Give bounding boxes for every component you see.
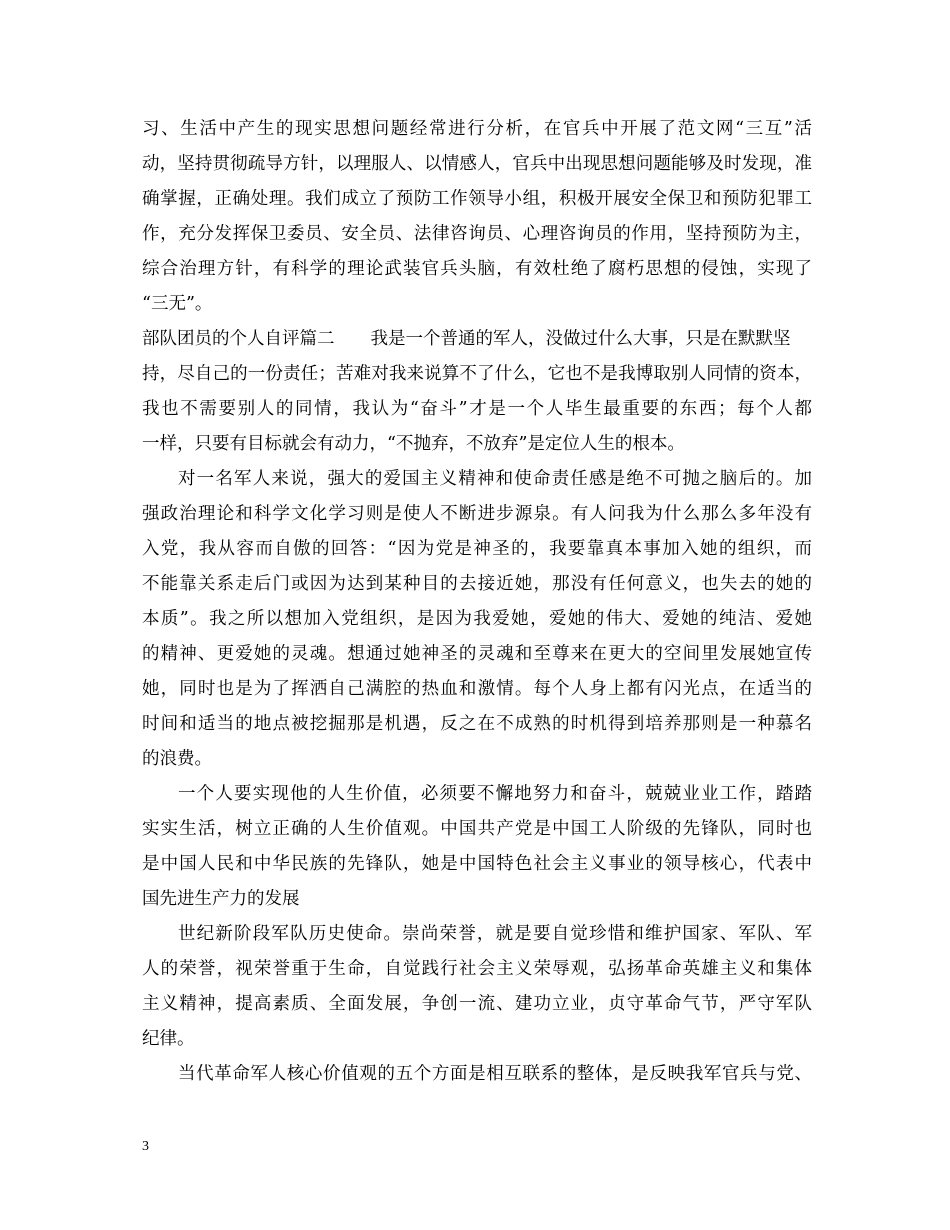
section-first-sentence: 我是一个普通的军人，没做过什么大事，只是在默默坚 bbox=[370, 329, 791, 349]
paragraph-line: 入党，我从容而自傲的回答：“因为党是神圣的，我要靠真本事加入她的组织，而 bbox=[142, 539, 812, 559]
paragraph-line: 时间和适当的地点被挖掘那是机遇，反之在不成熟的时机得到培养那则是一种慕名 bbox=[142, 714, 812, 734]
paragraph-line: 她，同时也是为了挥洒自己满腔的热血和激情。每个人身上都有闪光点，在适当的 bbox=[142, 679, 812, 699]
paragraph-line: 不能靠关系走后门或因为达到某种目的去接近她，那没有任何意义，也失去的她的 bbox=[142, 574, 812, 594]
paragraph-line: 一个人要实现他的人生价值，必须要不懈地努力和奋斗，兢兢业业工作，踏踏 bbox=[178, 784, 812, 804]
paragraph-line: 我也不需要别人的同情，我认为“奋斗”才是一个人毕生最重要的东西；每个人都 bbox=[142, 399, 812, 419]
paragraph-line: 综合治理方针，有科学的理论武装官兵头脑，有效杜绝了腐朽思想的侵蚀，实现了 bbox=[142, 259, 812, 279]
paragraph-line: 本质”。我之所以想加入党组织，是因为我爱她，爱她的伟大、爱她的纯洁、爱她 bbox=[142, 609, 812, 629]
paragraph-line: 习、生活中产生的现实思想问题经常进行分析，在官兵中开展了范文网“三互”活 bbox=[142, 119, 812, 139]
paragraph-line: 作，充分发挥保卫委员、安全员、法律咨询员、心理咨询员的作用，坚持预防为主， bbox=[142, 224, 812, 244]
paragraph-line: 世纪新阶段军队历史使命。崇尚荣誉，就是要自觉珍惜和维护国家、军队、军 bbox=[178, 924, 812, 944]
paragraph-line: 强政治理论和科学文化学习则是使人不断进步源泉。有人问我为什么那么多年没有 bbox=[142, 504, 812, 524]
paragraph-line: 主义精神，提高素质、全面发展，争创一流、建功立业，贞守革命气节，严守军队 bbox=[142, 994, 812, 1014]
paragraph-line: 一样，只要有目标就会有动力，“不抛弃，不放弃”是定位人生的根本。 bbox=[142, 434, 685, 454]
paragraph-line: 纪律。 bbox=[142, 1029, 195, 1049]
paragraph-line: 国先进生产力的发展 bbox=[142, 889, 300, 909]
paragraph-line: 人的荣誉，视荣誉重于生命，自觉践行社会主义荣辱观，弘扬革命英雄主义和集体 bbox=[142, 959, 812, 979]
paragraph-line: 实实生活，树立正确的人生价值观。中国共产党是中国工人阶级的先锋队，同时也 bbox=[142, 819, 812, 839]
page-number: 3 bbox=[142, 1139, 149, 1154]
section-title: 部队团员的个人自评篇二 bbox=[142, 329, 335, 349]
paragraph-line: 对一名军人来说，强大的爱国主义精神和使命责任感是绝不可抛之脑后的。加 bbox=[178, 469, 812, 489]
paragraph-line: 持，尽自己的一份责任；苦难对我来说算不了什么，它也不是我博取别人同情的资本， bbox=[142, 364, 812, 384]
paragraph-line: 当代革命军人核心价值观的五个方面是相互联系的整体，是反映我军官兵与党、 bbox=[178, 1064, 812, 1084]
paragraph-line: 确掌握，正确处理。我们成立了预防工作领导小组，积极开展安全保卫和预防犯罪工 bbox=[142, 189, 812, 209]
paragraph-line: 的浪费。 bbox=[142, 749, 212, 769]
section-heading-line bbox=[142, 328, 812, 350]
paragraph-line: 动，坚持贯彻疏导方针，以理服人、以情感人，官兵中出现思想问题能够及时发现，准 bbox=[142, 154, 812, 174]
paragraph-line: “三无”。 bbox=[142, 294, 213, 314]
paragraph-line: 是中国人民和中华民族的先锋队，她是中国特色社会主义事业的领导核心，代表中 bbox=[142, 854, 812, 874]
paragraph-line: 的精神、更爱她的灵魂。想通过她神圣的灵魂和至尊来在更大的空间里发展她宣传 bbox=[142, 644, 812, 664]
